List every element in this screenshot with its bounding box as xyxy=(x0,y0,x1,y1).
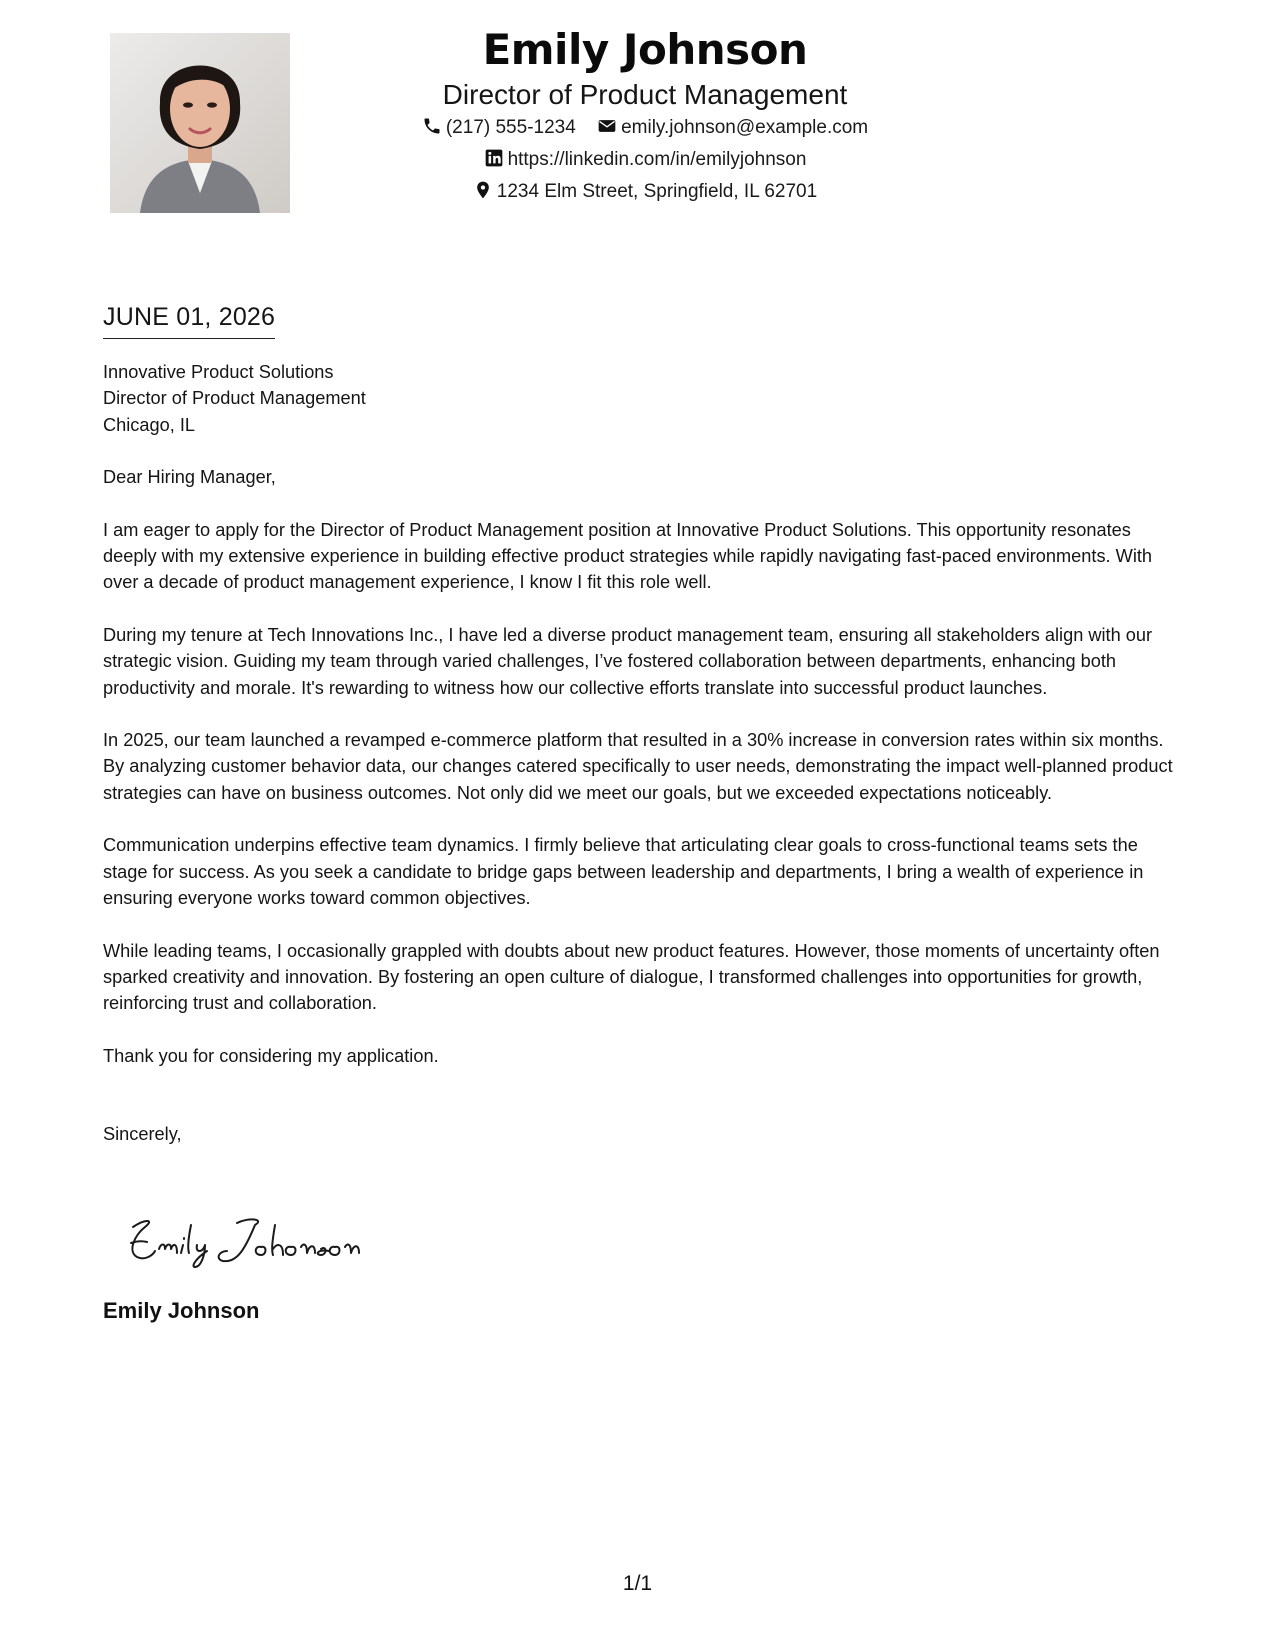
phone-number: (217) 555-1234 xyxy=(445,117,576,138)
paragraph: In 2025, our team launched a revamped e-commerce platform that resulted in a 30% increase in conversion rates within six months. By analyzing customer behavior data, our changes catered specifically to user needs, demonstrating the impact well-planned product strategies can have on business outcomes. Not only did we meet our goals, but we exceeded expectations noticeably. xyxy=(103,730,1173,803)
phone-contact[interactable] xyxy=(422,112,576,144)
address-contact xyxy=(473,176,817,208)
recipient-block xyxy=(103,359,1175,438)
email-address: emily.johnson@example.com xyxy=(621,117,869,138)
contact-line-phone-email xyxy=(300,112,990,144)
profile-photo xyxy=(110,33,290,213)
contact-line-linkedin xyxy=(300,144,990,176)
postal-address: 1234 Elm Street, Springfield, IL 62701 xyxy=(496,181,818,202)
letter-body xyxy=(103,359,1175,1147)
paragraph: Thank you for considering my application. xyxy=(103,1045,439,1066)
salutation: Dear Hiring Manager, xyxy=(103,467,276,488)
handwritten-signature xyxy=(115,1205,365,1275)
page-number: 1/1 xyxy=(622,1572,653,1595)
applicant-title: Director of Product Management xyxy=(442,79,848,110)
contact-line-address xyxy=(300,176,990,208)
linkedin-icon xyxy=(484,148,504,168)
recipient-company: Innovative Product Solutions xyxy=(103,362,334,382)
paragraph: During my tenure at Tech Innovations Inc., I have led a diverse product management team, ensuring all stakeholders align with our strategic vision. Guiding my team through varied challenges, I’ve fostered collaboration between departments, enhancing both productivity and morale. It's rewarding to witness how our collective efforts translate into successful product launches. xyxy=(103,624,1153,698)
paragraph: Communication underpins effective team dynamics. I firmly believe that articulating clear goals to cross-functional teams sets the stage for success. As you seek a candidate to bridge gaps between leadership and departments, I bring a wealth of experience in ensuring everyone works toward common objectives. xyxy=(103,835,1144,908)
closing: Sincerely, xyxy=(103,1124,182,1145)
signer-name: Emily Johnson xyxy=(103,1298,260,1323)
envelope-icon xyxy=(597,116,617,136)
letter-date: JUNE 01, 2026 xyxy=(103,300,275,339)
email-contact[interactable] xyxy=(597,112,868,144)
linkedin-contact[interactable] xyxy=(484,144,807,176)
map-pin-icon xyxy=(473,180,493,200)
paragraph: While leading teams, I occasionally grappled with doubts about new product features. However, those moments of uncertainty often sparked creativity and innovation. By fostering an open culture of dialogue, I transformed challenges into opportunities for growth, reinforcing trust and collaboration. xyxy=(103,940,1160,1014)
recipient-position: Director of Product Management xyxy=(103,388,366,409)
paragraph: I am eager to apply for the Director of Product Management position at Innovative Product Solutions. This opportunity resonates deeply with my extensive experience in building effective product strategies while rapidly navigating fast-paced environments. With over a decade of product management experience, I know I fit this role well. xyxy=(103,519,1153,593)
linkedin-url: https://linkedin.com/in/emilyjohnson xyxy=(507,149,807,170)
phone-icon xyxy=(422,116,442,136)
letter-header xyxy=(300,22,990,208)
recipient-location: Chicago, IL xyxy=(103,414,196,435)
applicant-name: Emily Johnson xyxy=(482,25,808,74)
